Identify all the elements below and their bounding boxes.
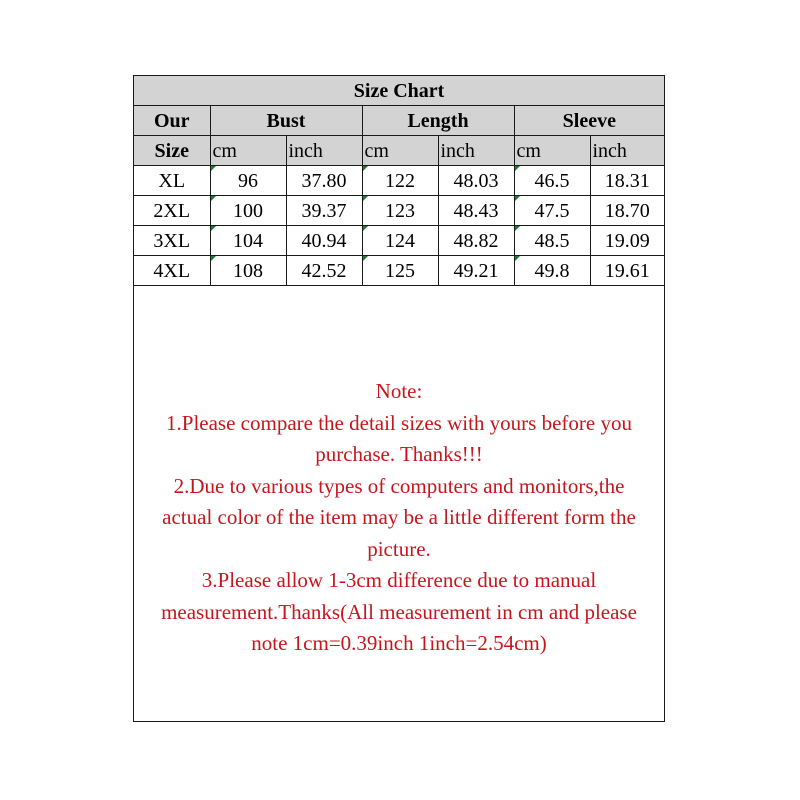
table-row — [134, 166, 664, 196]
group-header-row — [134, 106, 664, 136]
table-cell: 19.61 — [590, 256, 664, 286]
note-line: 1.Please compare the detail sizes with yours before you — [166, 410, 632, 435]
note-line: 2.Due to various types of computers and monitors,the — [173, 473, 625, 498]
size-chart-table — [134, 76, 664, 286]
table-title: Size Chart — [134, 76, 664, 106]
size-label: 3XL — [134, 226, 210, 256]
note-line: actual color of the item may be a little different form the — [162, 505, 636, 529]
table-cell: 48.5 — [514, 226, 590, 256]
size-header: Our — [134, 106, 210, 136]
unit-cell: inch — [590, 136, 664, 166]
size-label: 2XL — [134, 196, 210, 226]
table-cell: 18.31 — [590, 166, 664, 196]
table-row — [134, 196, 664, 226]
note-block — [134, 376, 664, 660]
unit-cell: cm — [362, 136, 438, 166]
unit-cell: cm — [210, 136, 286, 166]
table-cell: 48.03 — [438, 166, 514, 196]
table-cell: 108 — [210, 256, 286, 286]
unit-cell: inch — [438, 136, 514, 166]
note-heading: Note: — [375, 379, 423, 403]
table-cell: 125 — [362, 256, 438, 286]
table-title-row — [134, 76, 664, 106]
note-line: note 1cm=0.39inch 1inch=2.54cm) — [251, 631, 547, 655]
table-cell: 104 — [210, 226, 286, 256]
unit-cell: inch — [286, 136, 362, 166]
sleeve-header: Sleeve — [514, 106, 664, 136]
note-line: picture. — [367, 536, 431, 561]
table-cell: 124 — [362, 226, 438, 256]
note-line: measurement.Thanks(All measurement in cm and please — [161, 599, 637, 624]
table-cell: 123 — [362, 196, 438, 226]
table-cell: 18.70 — [590, 196, 664, 226]
table-cell: 122 — [362, 166, 438, 196]
size-label: XL — [134, 166, 210, 196]
size-header-line2: Size — [134, 136, 210, 166]
table-row — [134, 226, 664, 256]
table-cell: 19.09 — [590, 226, 664, 256]
table-cell: 49.21 — [438, 256, 514, 286]
table-cell: 37.80 — [286, 166, 362, 196]
table-cell: 100 — [210, 196, 286, 226]
table-cell: 39.37 — [286, 196, 362, 226]
unit-cell: cm — [514, 136, 590, 166]
table-cell: 42.52 — [286, 256, 362, 286]
table-cell: 48.43 — [438, 196, 514, 226]
table-cell: 96 — [210, 166, 286, 196]
table-cell: 49.8 — [514, 256, 590, 286]
size-label: 4XL — [134, 256, 210, 286]
note-line: 3.Please allow 1-3cm difference due to manual — [201, 568, 597, 592]
note-line: purchase. Thanks!!! — [315, 442, 483, 466]
table-cell: 40.94 — [286, 226, 362, 256]
table-cell: 47.5 — [514, 196, 590, 226]
size-chart-panel — [133, 75, 665, 722]
table-row — [134, 256, 664, 286]
table-cell: 46.5 — [514, 166, 590, 196]
table-cell: 48.82 — [438, 226, 514, 256]
bust-header: Bust — [210, 106, 362, 136]
length-header: Length — [362, 106, 514, 136]
unit-header-row — [134, 136, 664, 166]
